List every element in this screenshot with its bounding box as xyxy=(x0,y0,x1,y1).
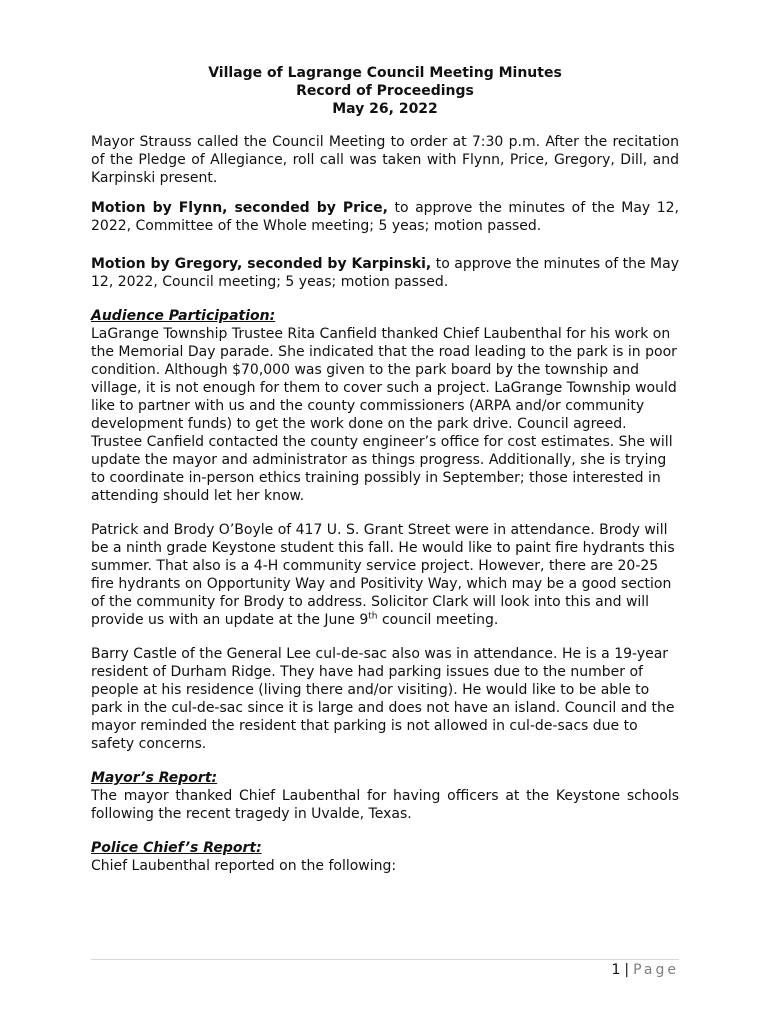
police-report-text: Chief Laubenthal reported on the following: xyxy=(91,858,397,874)
document-title: Village of Lagrange Council Meeting Minutes xyxy=(208,65,562,81)
audience-paragraph-canfield: LaGrange Township Trustee Rita Canfield thanked Chief Laubenthal for his work on the Memorial Day parade. She indicated that the road leading to the park is in poor condition. Although $70,000 was given to the park board by the township and village, it is not enough for them to cover such a project. LaGrange Township would like to partner with us and the county commissioners (ARPA and/or community development funds) to get the work done on the park drive. Council agreed. Trustee Canfield contacted the county engineer’s office for cost estimates. She will update the mayor and administrator as things progress. Additionally, she is trying to coordinate in-person ethics training possibly in September; those interested in attending should let her know. xyxy=(91,326,677,504)
motion-text: to approve the minutes of the May 12, 2022, Council meeting; 5 yeas; motion passed. xyxy=(91,256,679,290)
document-date: May 26, 2022 xyxy=(332,101,438,117)
motion-lead: Motion by Gregory, seconded by Karpinski, xyxy=(91,256,432,272)
document-body xyxy=(91,133,679,875)
motion-paragraph xyxy=(91,199,679,235)
motion-lead: Motion by Flynn, seconded by Price, xyxy=(91,200,388,216)
police-report-heading: Police Chief’s Report: xyxy=(91,840,262,856)
page-footer xyxy=(611,961,679,979)
footer-divider xyxy=(91,959,679,960)
ordinal-suffix: th xyxy=(368,611,378,622)
footer-separator: | xyxy=(624,962,630,978)
mayor-report-heading: Mayor’s Report: xyxy=(91,770,218,786)
oboyle-text: Patrick and Brody O’Boyle of 417 U. S. Grant Street were in attendance. Brody will be a ninth grade Keystone student this fall. He would like to paint fire hydrants this summer. That also is a 4-H community service project. However, there are 20-25 fire hydrants on Opportunity Way and Positivity Way, which may be a good section of the community for Brody to address. Solicitor Clark will look into this and will provide us with an update at the June 9 xyxy=(91,522,675,628)
page-number: 1 xyxy=(611,962,621,978)
document-header xyxy=(0,64,770,118)
mayor-report-text: The mayor thanked Chief Laubenthal for having officers at the Keystone schools following the recent tragedy in Uvalde, Texas. xyxy=(91,788,679,822)
intro-paragraph: Mayor Strauss called the Council Meeting to order at 7:30 p.m. After the recitation of the Pledge of Allegiance, roll call was taken with Flynn, Price, Gregory, Dill, and Karpinski present. xyxy=(91,134,679,186)
page-label: Page xyxy=(633,962,679,978)
motion-paragraph xyxy=(91,255,679,291)
motion-text: to approve the minutes of the May 12, 2022, Committee of the Whole meeting; 5 yeas; motion passed. xyxy=(91,200,680,234)
document-subtitle: Record of Proceedings xyxy=(296,83,474,99)
audience-paragraph-oboyle xyxy=(91,521,679,629)
oboyle-text-end: council meeting. xyxy=(377,612,499,628)
audience-heading: Audience Participation: xyxy=(91,308,276,324)
audience-paragraph-castle: Barry Castle of the General Lee cul-de-sac also was in attendance. He is a 19-year resident of Durham Ridge. They have had parking issues due to the number of people at his residence (living there and/or visiting). He would like to be able to park in the cul-de-sac since it is large and does not have an island. Council and the mayor reminded the resident that parking is not allowed in cul-de-sacs due to safety concerns. xyxy=(91,646,675,752)
